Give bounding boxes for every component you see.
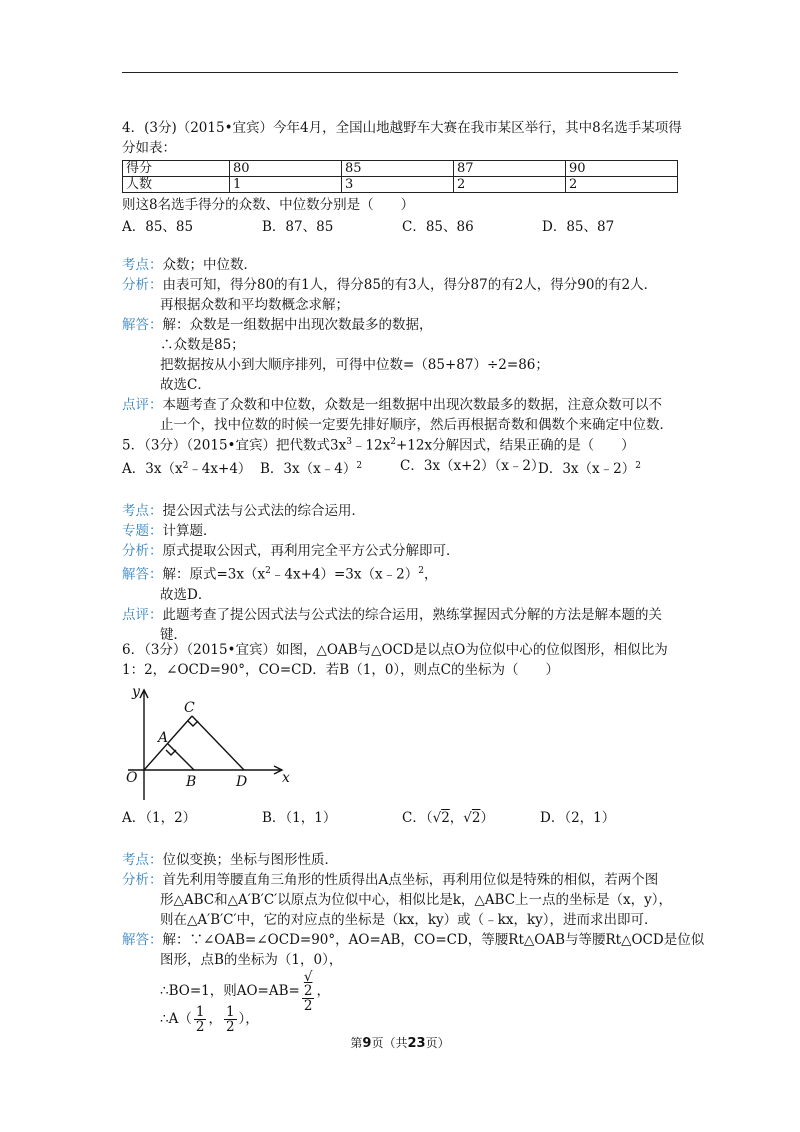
table-cell: 80	[230, 161, 342, 177]
jieda-text: 解：∵∠OAB=∠OCD=90°，AO=AB，CO=CD，等腰Rt△OAB与等腰Rt△OCD是位似	[162, 932, 705, 948]
option-b: B．87、85	[262, 219, 334, 235]
option-d: D．3x（x﹣2）$^2$	[538, 460, 641, 477]
option-d: D．（2，1）	[540, 810, 616, 826]
table-cell: 人数	[123, 177, 230, 193]
page-footer: 第9页（共23页）	[350, 1036, 450, 1051]
dianping-tag: 点评：	[122, 397, 163, 413]
option-a: A．85、85	[122, 219, 194, 235]
fenxi-text: 原式提取公因式，再利用完全平方公式分解即可．	[162, 543, 460, 559]
kaodian-text: 位似变换；坐标与图形性质．	[162, 852, 338, 868]
label-y: y	[132, 684, 140, 700]
option-c: C．85、86	[402, 219, 474, 235]
kaodian-tag: 考点：	[122, 852, 163, 868]
q6-options	[122, 808, 682, 828]
table-cell: 90	[566, 161, 678, 177]
jieda-text: 故选D．	[160, 586, 212, 603]
label-o: O	[126, 770, 138, 786]
fenxi-text: 形△ABC和△A′B′C′以原点为位似中心，相似比是k，△ABC上一点的坐标是（x，y），	[160, 892, 673, 908]
label-c: C	[184, 700, 195, 716]
option-c: C．（√2，√2）	[402, 810, 494, 826]
fraction: $\frac{1}{2}$	[225, 1004, 235, 1035]
q6-solution	[122, 850, 705, 1036]
jieda-text: 把数据按从小到大顺序排列，可得中位数=（85+87）÷2=86；	[160, 357, 549, 373]
table-row	[123, 177, 678, 193]
fenxi-tag: 分析：	[122, 872, 163, 888]
option-a: A．（1，2）	[122, 810, 197, 826]
kaodian-tag: 考点：	[122, 503, 163, 519]
fenxi-text: 由表可知，得分80的有1人，得分85的有3人，得分87的有2人，得分90的有2人．	[162, 277, 658, 293]
q4-question: 则这8名选手得分的众数、中位数分别是（ ）	[122, 197, 415, 213]
zhuanti-text: 计算题．	[162, 523, 217, 539]
table-cell: 87	[454, 161, 566, 177]
table-cell: 得分	[123, 161, 230, 177]
option-b: B．3x（x﹣4）$^2$	[260, 460, 363, 477]
q6-stem-line2: 1：2，∠OCD=90°，CO=CD．若B（1，0），则点C的坐标为（ ）	[122, 662, 559, 678]
q6-stem-line1: 6．（3分）（2015•宜宾）如图，△OAB与△OCD是以点O为位似中心的位似图形，相似比为	[122, 642, 668, 658]
dianping-tag: 点评：	[122, 606, 163, 623]
table-cell: 2	[566, 177, 678, 193]
option-c: C．3x（x+2）（x﹣2）	[400, 457, 545, 474]
jieda-tag: 解答：	[122, 932, 163, 948]
total-pages: 23	[407, 1036, 426, 1051]
fraction: √ 2 2	[303, 969, 313, 1014]
label-d: D	[236, 774, 248, 790]
option-d: D．85、87	[542, 219, 615, 235]
q6-figure	[122, 682, 292, 802]
label-x: x	[282, 770, 290, 786]
jieda-text-frac: ∴BO=1，则AO=AB= √ 2 2 ，	[160, 969, 330, 1014]
kaodian-tag: 考点：	[122, 257, 163, 273]
fenxi-text: 则在△A′B′C′中，它的对应点的坐标是（kx，ky）或（﹣kx，ky），进而求出即可．	[160, 912, 658, 928]
option-a: A．$3x(x^2﹣4x+4)$	[122, 460, 252, 477]
table-cell: 1	[230, 177, 342, 193]
jieda-text-a: ∴A（ $\frac{1}{2}$ ， $\frac{1}{2}$ ），	[160, 1004, 259, 1035]
jieda-text: ∴众数是85；	[160, 337, 245, 353]
q4-options	[122, 217, 682, 237]
label-b: B	[186, 774, 197, 790]
dianping-text: 本题考查了众数和中位数，众数是一组数据中出现次数最多的数据，注意众数可以不	[162, 397, 662, 413]
table-cell: 3	[342, 177, 454, 193]
fraction: $\frac{1}{2}$	[195, 1004, 205, 1035]
fenxi-text: 首先利用等腰直角三角形的性质得出A点坐标，再利用位似是特殊的相似，若两个图	[162, 872, 659, 888]
jieda-tag: 解答：	[122, 566, 163, 583]
table-cell: 2	[454, 177, 566, 193]
option-b: B．（1，1）	[262, 810, 337, 826]
fenxi-text: 再根据众数和平均数概念求解；	[160, 297, 349, 313]
question-4	[122, 118, 682, 435]
kaodian-text: 提公因式法与公式法的综合运用．	[162, 503, 365, 519]
page-number: 9	[362, 1036, 372, 1051]
table-cell: 85	[342, 161, 454, 177]
dianping-text: 此题考查了提公因式法与公式法的综合运用，熟练掌握因式分解的方法是解本题的关	[162, 606, 662, 623]
jieda-text: 解：众数是一组数据中出现次数最多的数据，	[162, 317, 433, 333]
fenxi-tag: 分析：	[122, 543, 163, 559]
question-6	[122, 640, 682, 680]
fenxi-tag: 分析：	[122, 277, 163, 293]
dianping-text: 止一个，找中位数的时候一定要先排好顺序，然后再根据奇数和偶数个来确定中位数．	[160, 417, 673, 433]
jieda-text: 故选C．	[160, 377, 211, 393]
jieda-text: 图形，点B的坐标为（1，0），	[160, 952, 343, 968]
table-row	[123, 161, 678, 177]
kaodian-text: 众数；中位数．	[162, 257, 257, 273]
q4-stem-line2: 分如表：	[122, 140, 176, 156]
q5-stem: 5．（3分）（2015•宜宾）把代数式$3x^3﹣12x^2+12x$分解因式，结果正确的是（ ）	[122, 437, 635, 454]
jieda-tag: 解答：	[122, 317, 163, 333]
dianping-text: 键．	[160, 626, 187, 643]
q6-options-block	[122, 808, 682, 828]
label-a: A	[158, 730, 169, 746]
q4-score-table	[122, 160, 678, 193]
question-5: 5．（3分）（2015•宜宾）把代数式$3x^3﹣12x^2+12x$分解因式，结果正确的是（ ） A．$3x(x^2﹣4x+4)$ B．3x（x﹣4）$^2$ C．3x（x+2）（x﹣2） D．3x（x﹣2）$^2$ 考点：提公因式法与公式法的综合运用． 专题：计算题． 分析：原式提取公因式，再利用完全平方公式分解即可． 解答：解：原式$=3x(x^2﹣4x+4)=3x(x﹣2)^2$， 故选D． 点评：此题考查了提公因式法与公式法的综合运用，熟练掌握因式分解的方法是解本题的关 键．	[122, 432, 682, 645]
q4-stem-line1: 4．(3分)（2015•宜宾）今年4月，全国山地越野车大赛在我市某区举行，其中8名选手某项得	[122, 120, 682, 136]
zhuanti-tag: 专题：	[122, 523, 163, 539]
q5-options	[122, 456, 682, 480]
header-rule	[122, 72, 678, 73]
